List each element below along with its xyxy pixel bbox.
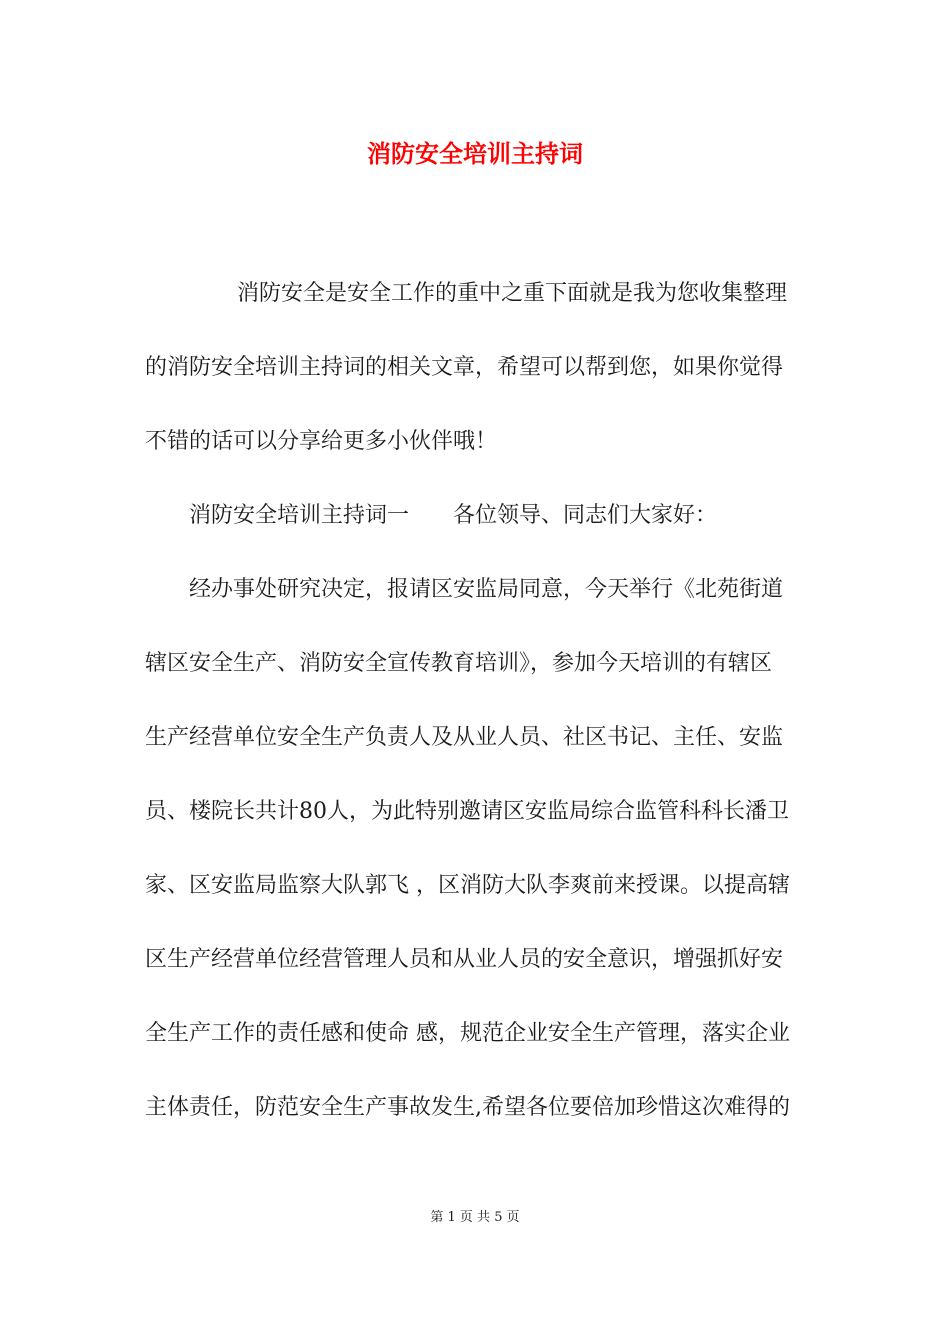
body-line: 家、区安监局监察大队郭飞 ，区消防大队李爽前来授课。以提高辖 xyxy=(145,873,790,898)
page-number-footer: 第 1 页 共 5 页 xyxy=(430,1210,520,1225)
body-line: 主体责任，防范安全生产事故发生,希望各位要倍加珍惜这次难得的 xyxy=(145,1095,790,1120)
body-line: 不错的话可以分享给更多小伙伴哦！ xyxy=(145,429,498,454)
body-line: 辖区安全生产、消防安全宣传教育培训》，参加今天培训的有辖区 xyxy=(145,651,773,676)
body-line: 员、楼院长共计80人，为此特别邀请区安监局综合监管科科长潘卫 xyxy=(145,799,789,824)
body-line: 生产经营单位安全生产负责人及从业人员、社区书记、主任、安监 xyxy=(145,725,784,750)
body-line: 区生产经营单位经营管理人员和从业人员的安全意识，增强抓好安 xyxy=(145,947,784,972)
body-line: 的消防安全培训主持词的相关文章，希望可以帮到您，如果你觉得 xyxy=(145,355,784,380)
body-line: 全生产工作的责任感和使命 感，规范企业安全生产管理，落实企业 xyxy=(145,1021,790,1046)
page-title: 消防安全培训主持词 xyxy=(367,139,583,168)
body-line: 经办事处研究决定，报请区安监局同意，今天举行《北苑街道 xyxy=(189,577,784,602)
body-line: 消防安全是安全工作的重中之重下面就是我为您收集整理 xyxy=(237,281,788,306)
body-line: 消防安全培训主持词一 各位领导、同志们大家好： xyxy=(189,503,718,528)
